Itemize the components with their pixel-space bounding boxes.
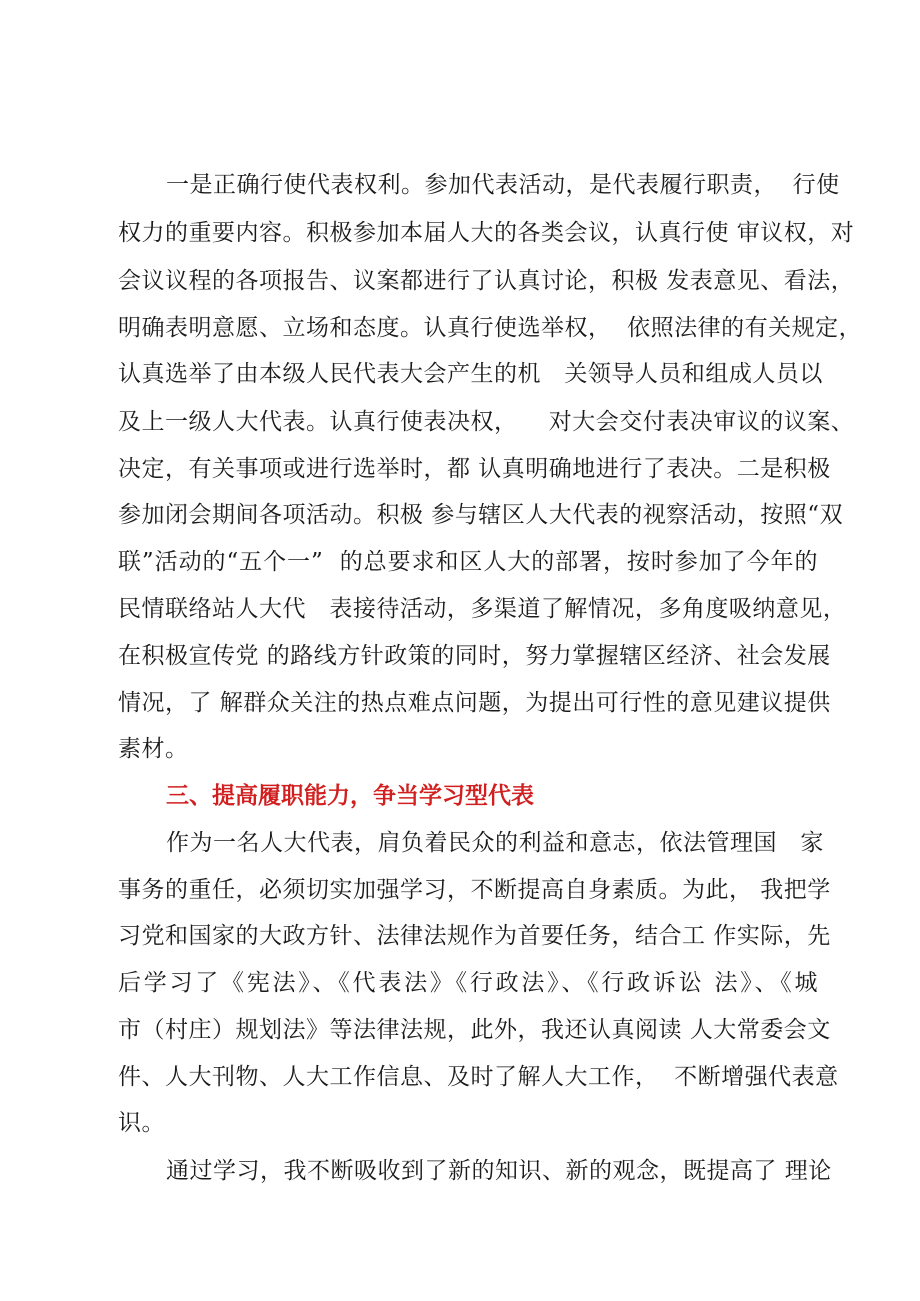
paragraph-1-line-10: 民情联络站人大代 表接待活动，多渠道了解情况，多角度吸纳意见， bbox=[118, 596, 847, 622]
paragraph-1-line-3: 会议议程的各项报告、议案都进行了认真讨论，积极 发表意见、看法， bbox=[118, 268, 855, 294]
paragraph-2-line-7: 识。 bbox=[118, 1110, 165, 1136]
paragraph-2-line-5: 市（村庄）规划法》等法律法规，此外，我还认真阅读 人大常委会文 bbox=[118, 1017, 831, 1043]
paragraph-2-line-4: 后学习了《宪法》、《代表法》《行政法》、《行政诉讼 法》、《城 bbox=[118, 970, 818, 996]
paragraph-1-line-6: 及上一级人大代表。认真行使表决权， 对大会交付表决审议的议案、 bbox=[118, 409, 855, 435]
paragraph-1-line-7: 决定，有关事项或进行选举时，都 认真明确地进行了表决。二是积极 bbox=[118, 456, 831, 482]
paragraph-1-line-9: 联”活动的“五个一” 的总要求和区人大的部署，按时参加了今年的 bbox=[118, 549, 818, 575]
paragraph-1-line-12: 情况，了 解群众关注的热点难点问题，为提出可行性的意见建议提供 bbox=[118, 690, 831, 716]
paragraph-1-line-1: 一是正确行使代表权利。参加代表活动，是代表履行职责， 行使 bbox=[166, 172, 840, 198]
paragraph-2-line-3: 习党和国家的大政方针、法律法规作为首要任务，结合工 作实际，先 bbox=[118, 923, 831, 949]
paragraph-1-line-13: 素材。 bbox=[118, 736, 189, 762]
paragraph-3-line-1: 通过学习，我不断吸收到了新的知识、新的观念，既提高了 理论 bbox=[166, 1158, 832, 1184]
paragraph-2-line-2: 事务的重任，必须切实加强学习，不断提高自身素质。为此， 我把学 bbox=[118, 877, 831, 903]
paragraph-1-line-2: 权力的重要内容。积极参加本届人大的各类会议，认真行使 审议权，对 bbox=[118, 220, 855, 246]
paragraph-2-line-6: 件、人大刊物、人大工作信息、及时了解人大工作， 不断增强代表意 bbox=[118, 1064, 839, 1090]
paragraph-1-line-8: 参加闭会期间各项活动。积极 参与辖区人大代表的视察活动，按照“双 bbox=[118, 502, 844, 528]
paragraph-2-line-1: 作为一名人大代表，肩负着民众的利益和意志，依法管理国 家 bbox=[166, 830, 824, 856]
section-heading-3: 三、提高履职能力，争当学习型代表 bbox=[166, 783, 534, 809]
paragraph-1-line-4: 明确表明意愿、立场和态度。认真行使选举权， 依照法律的有关规定， bbox=[118, 315, 863, 341]
paragraph-1-line-11: 在积极宣传党 的路线方针政策的同时，努力掌握辖区经济、社会发展 bbox=[118, 643, 831, 669]
paragraph-1-line-5: 认真选举了由本级人民代表大会产生的机 关领导人员和组成人员以 bbox=[118, 361, 823, 387]
